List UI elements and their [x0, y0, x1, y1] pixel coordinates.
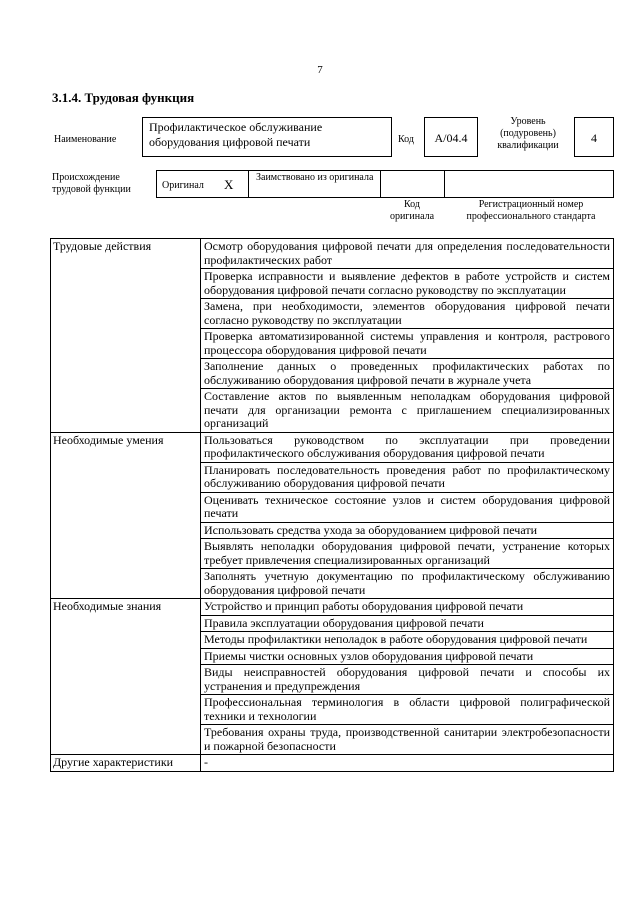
name-value: Профилактическое обслуживание оборудования цифровой печати — [149, 120, 323, 149]
level-label: Уровень (подуровень) квалификации — [497, 116, 559, 151]
category-cell: Трудовые действия — [51, 239, 201, 433]
table-row — [51, 599, 614, 616]
name-label: Наименование — [54, 134, 117, 145]
level-value-box — [574, 117, 614, 157]
item-cell: Планировать последовательность проведения работ по профилактическому обслуживанию оборудования цифровой печати — [201, 462, 614, 492]
item-cell: Проверка автоматизированной системы управления и контроля, растрового процессора оборудования цифровой печати — [201, 329, 614, 359]
item-cell: Методы профилактики неполадок в работе оборудования цифровой печати — [201, 632, 614, 649]
item-cell: Пользоваться руководством по эксплуатации при проведении профилактического обслуживания оборудования цифровой печати — [201, 432, 614, 462]
item-cell: Заполнение данных о проведенных профилактических работах по обслуживанию оборудования цифровой печати в журнале учета — [201, 359, 614, 389]
item-cell: Профессиональная терминология в области цифровой полиграфической техники и технологии — [201, 695, 614, 725]
category-cell: Необходимые знания — [51, 599, 201, 755]
page-number: 7 — [317, 64, 323, 76]
item-cell: Устройство и принцип работы оборудования цифровой печати — [201, 599, 614, 616]
table-row — [51, 755, 614, 772]
origin-label: Происхождение трудовой функции — [52, 172, 131, 195]
item-cell: - — [201, 755, 614, 772]
origin-divider-3 — [444, 170, 445, 198]
table-row — [51, 239, 614, 269]
item-cell: Проверка исправности и выявление дефектов в работе устройств и систем оборудования цифровой печати согласно руководству по эксплуатации — [201, 269, 614, 299]
item-cell: Составление актов по выявленным неполадкам оборудования цифровой печати для организации ремонта с приглашением специализированных организаций — [201, 389, 614, 433]
original-mark: X — [224, 177, 234, 192]
category-cell: Необходимые умения — [51, 432, 201, 599]
item-cell: Требования охраны труда, производственной санитарии электробезопасности и пожарной безопасности — [201, 725, 614, 755]
item-cell: Осмотр оборудования цифровой печати для определения последовательности профилактических работ — [201, 239, 614, 269]
table-body — [51, 239, 614, 772]
item-cell: Правила эксплуатации оборудования цифровой печати — [201, 615, 614, 632]
item-cell: Замена, при необходимости, элементов оборудования цифровой печати согласно руководству по эксплуатации — [201, 299, 614, 329]
reg-number-label: Регистрационный номер профессионального стандарта — [466, 199, 596, 222]
code-value: А/04.4 — [434, 131, 468, 145]
category-cell: Другие характеристики — [51, 755, 201, 772]
orig-code-label: Код оригинала — [389, 199, 435, 222]
original-label: Оригинал — [162, 180, 204, 191]
section-title: 3.1.4. Трудовая функция — [52, 90, 195, 105]
table-row — [51, 432, 614, 462]
item-cell: Приемы чистки основных узлов оборудования цифровой печати — [201, 648, 614, 665]
item-cell: Виды неисправностей оборудования цифровой печати и способы их устранения и предупреждения — [201, 665, 614, 695]
item-cell: Оценивать техническое состояние узлов и систем оборудования цифровой печати — [201, 492, 614, 522]
item-cell: Заполнять учетную документацию по профилактическому обслуживанию оборудования цифровой печати — [201, 569, 614, 599]
name-value-box — [142, 117, 392, 157]
item-cell: Использовать средства ухода за оборудованием цифровой печати — [201, 522, 614, 539]
item-cell: Выявлять неполадки оборудования цифровой печати, устранение которых требует привлечения специализированных организаций — [201, 539, 614, 569]
origin-divider-2 — [380, 170, 381, 198]
code-label: Код — [398, 134, 414, 145]
code-value-box — [424, 117, 478, 157]
level-value: 4 — [591, 131, 597, 145]
borrowed-label: Заимствовано из оригинала — [256, 172, 374, 183]
labor-function-table — [50, 238, 614, 772]
origin-divider-1 — [248, 170, 249, 198]
